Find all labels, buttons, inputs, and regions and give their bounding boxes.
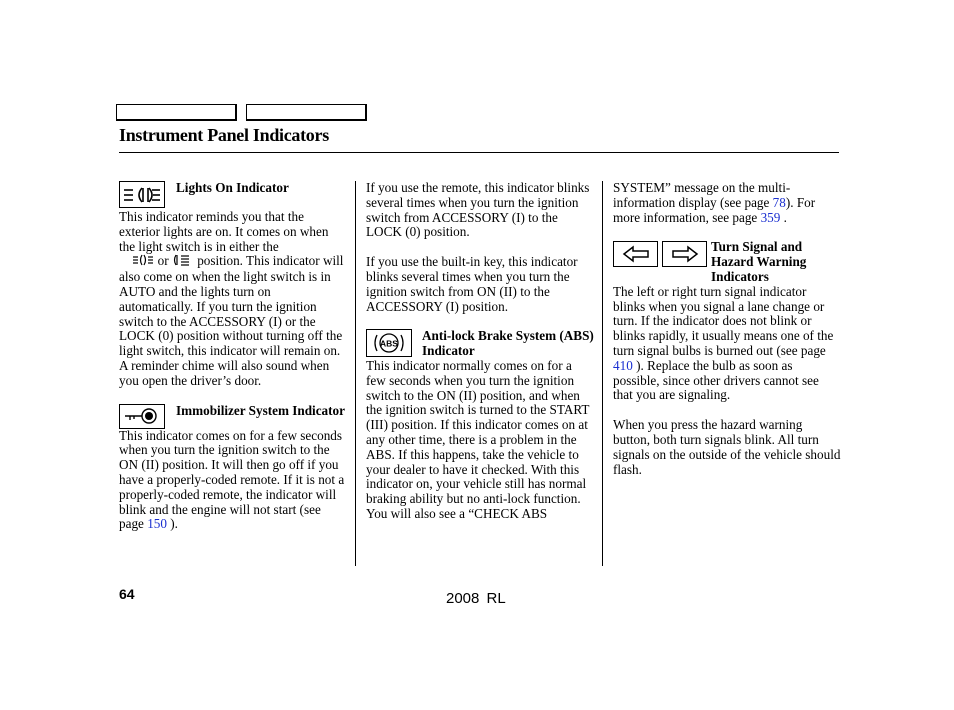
lights-on-text-a: This indicator reminds you that the exterior lights are on. It comes on when the light switch is in either the	[119, 209, 329, 254]
continuation-text-a: SYSTEM” message on the multi-information display (see page	[613, 180, 791, 210]
lights-on-or: or	[157, 253, 169, 269]
column-divider	[355, 181, 356, 566]
headlight-indicator-icon	[119, 181, 165, 208]
turn-signal-heading: Turn Signal and Hazard Warning Indicators	[711, 239, 807, 284]
lights-on-header	[119, 181, 347, 208]
column-3	[613, 181, 841, 477]
immobilizer-body	[119, 429, 347, 533]
remote-paragraph: If you use the remote, this indicator blinks several times when you turn the ignition switch from ACCESSORY (I) to the LOCK (0) position.	[366, 180, 590, 240]
page-number: 64	[119, 586, 135, 602]
column-1	[119, 181, 347, 532]
page-link-359[interactable]: 359	[760, 209, 781, 225]
turn-signal-body	[613, 285, 841, 403]
immobilizer-header	[119, 404, 347, 429]
immobilizer-heading: Immobilizer System Indicator	[176, 402, 345, 418]
abs-icon-text: ABS	[380, 338, 398, 349]
page-link-78[interactable]: 78	[772, 194, 786, 210]
continuation-text-c: .	[783, 209, 787, 225]
column-divider	[602, 181, 603, 566]
turn-signal-header	[613, 240, 841, 284]
turn-signal-text-b: ). Replace the bulb as soon as possible, since other drivers cannot see that you are signaling.	[613, 357, 819, 403]
footer-model: 2008 RL	[446, 590, 506, 607]
title-rule	[119, 152, 839, 153]
check-abs-continuation	[613, 181, 841, 225]
lights-on-text-b: position. This indicator will also come on when the light switch is in AUTO and the lights turn on automatically. If you turn the ignition switch to the ACCESSORY (I) or the LOCK (0) position without turning off the light switch, this indicator will remain on. A reminder chime will also sound when you open the driver’s door.	[119, 253, 344, 388]
built-in-key-paragraph: If you use the built-in key, this indicator blinks several times when you turn the ignition switch from ON (II) to the ACCESSORY (I) position.	[366, 254, 578, 314]
immobilizer-text: This indicator comes on for a few seconds when you turn the ignition switch to the ON (II) position. It will then go off if you have a properly-coded remote. If it is not a properly-coded remote, the indicator will blink and the engine will not start (see page	[119, 427, 345, 532]
parking-lights-icon	[132, 254, 154, 270]
page-link-150[interactable]: 150	[147, 516, 167, 532]
immobilizer-tail: ).	[170, 516, 178, 532]
hazard-paragraph: When you press the hazard warning button, both turn signals blink. All turn signals on the outside of the vehicle should flash.	[613, 417, 841, 477]
headlight-icon	[172, 254, 194, 270]
page-title: Instrument Panel Indicators	[119, 125, 329, 145]
immobilizer-key-icon	[119, 404, 165, 429]
nav-next-button[interactable]	[246, 104, 367, 121]
abs-header	[366, 329, 594, 359]
lights-on-body	[119, 210, 347, 389]
lights-on-heading: Lights On Indicator	[176, 180, 289, 195]
column-2	[366, 181, 594, 522]
page-link-410[interactable]: 410	[613, 357, 633, 373]
right-arrow-icon	[662, 241, 707, 267]
abs-indicator-icon	[366, 329, 412, 357]
abs-body: This indicator normally comes on for a few seconds when you turn the ignition switch to the ON (II) position, and when the ignition switch is turned to the START (III) position. If this indicator comes on at any other time, there is a problem in the ABS. If this happens, take the vehicle to your dealer to have it checked. With this indicator on, your vehicle still has normal braking ability but no anti-lock function. You will also see a “CHECK ABS	[366, 357, 590, 521]
left-arrow-icon	[613, 241, 658, 267]
turn-signal-text-a: The left or right turn signal indicator blinks when you signal a lane change or turn. If the indicator does not blink or blinks rapidly, it usually means one of the turn signal bulbs is burned out (see page	[613, 283, 834, 358]
abs-heading: Anti-lock Brake System (ABS) Indicator	[422, 328, 594, 359]
continuation-text-b: ). For more information, see page	[613, 194, 816, 225]
nav-previous-button[interactable]	[116, 104, 237, 121]
